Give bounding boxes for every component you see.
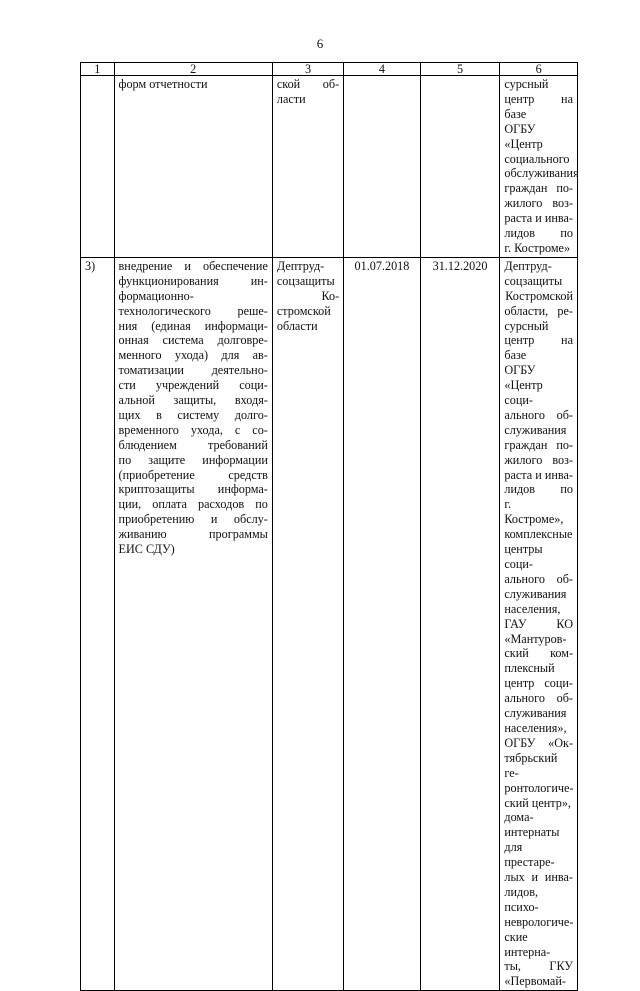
text-line: ронтологиче- [504, 780, 574, 795]
text-line: области [276, 318, 318, 333]
text-line: ции, оплата расходов по [118, 497, 268, 512]
text-line: формационно- [118, 288, 194, 303]
text-line: ния (единая информаци- [118, 318, 268, 333]
row-number-cell: 3) [81, 257, 115, 990]
text-line: блюдением требований [118, 437, 268, 452]
text-line: неврологиче- [504, 914, 574, 929]
text-line: дома- [504, 810, 534, 825]
text-line: форм отчетности [118, 77, 208, 91]
text-line: населения», [504, 720, 567, 735]
text-line: стромской [276, 303, 331, 318]
column-header: 4 [344, 63, 421, 76]
text-line: плексный [504, 661, 555, 676]
page-number: 6 [316, 36, 324, 51]
column-header: 3 [272, 63, 343, 76]
text-line: альной защиты, входя- [118, 393, 268, 408]
text-line: сурсный [504, 77, 549, 91]
text-line: ГАУ КО [504, 616, 573, 631]
text-line: ального об- [504, 407, 573, 422]
text-line: обслуживания [504, 166, 579, 181]
table-header-row [81, 63, 578, 76]
text-line: комплексные [504, 527, 573, 542]
text-line: г. Костроме», [504, 497, 564, 527]
row-number-cell [81, 76, 115, 258]
text-line: ЕИС СДУ) [118, 542, 175, 557]
measure-cell [114, 257, 272, 990]
executor-cell [272, 76, 343, 258]
text-line: «Мантуров- [504, 631, 567, 646]
text-line: центр соци- [504, 676, 573, 691]
text-line: Дептруд- [276, 258, 325, 273]
text-line: ты, ГКУ [504, 959, 573, 974]
text-line: ский центр», [504, 795, 571, 810]
text-line: ские интерна- [504, 929, 551, 959]
text-line: тябрьский ге- [504, 750, 558, 780]
text-line: внедрение и обеспечение [118, 258, 268, 273]
text-line: «Первомай- [504, 974, 566, 989]
text-line: сурсный [504, 318, 549, 333]
table-row [81, 76, 578, 258]
text-line: ОГБУ «Ок- [504, 735, 573, 750]
text-line: щих в систему долго- [118, 407, 268, 422]
text-line: граждан по- [504, 437, 573, 452]
text-line: ального об- [504, 571, 573, 586]
column-header: 1 [81, 63, 115, 76]
text-line: томатизации деятельно- [118, 363, 268, 378]
text-line: соцзащиты [504, 273, 563, 288]
measure-cell [114, 76, 272, 258]
text-line: населения, [504, 601, 561, 616]
column-header: 5 [420, 63, 500, 76]
text-line: (приобретение средств [118, 467, 268, 482]
column-header: 2 [114, 63, 272, 76]
text-line: ального об- [504, 691, 573, 706]
text-line: центры соци- [504, 542, 543, 571]
text-line: для престаре- [504, 840, 555, 870]
text-line: сти учреждений соци- [118, 378, 268, 393]
text-line: лых и инва- [504, 870, 573, 885]
start-date-cell [344, 76, 421, 258]
text-line: онная система долговре- [118, 333, 268, 348]
text-line: Костромской [505, 288, 573, 303]
text-line: раста и инва- [504, 467, 573, 482]
text-line: функционирования ин- [118, 273, 268, 288]
text-line: раста и инва- [504, 211, 573, 226]
participants-cell [500, 257, 578, 990]
text-line: живанию программы [118, 527, 268, 542]
text-line: области, ре- [504, 303, 573, 318]
text-line: ОГБУ [504, 363, 536, 378]
text-line: приобретению и обслу- [118, 512, 268, 527]
text-line: «Центр соци- [504, 378, 543, 408]
text-line: лидов, психо- [504, 884, 539, 914]
text-line: по защите информации [118, 452, 268, 467]
table-row [81, 257, 578, 990]
executor-cell [272, 257, 343, 990]
text-line: лидов по [504, 226, 573, 241]
text-line: центр на базе [504, 333, 573, 363]
text-line: центр на базе [504, 91, 573, 121]
text-line: ской об- [276, 77, 340, 91]
text-line: Ко- [321, 288, 340, 303]
participants-cell [500, 76, 578, 258]
measures-table [80, 62, 578, 991]
text-line: интернаты [504, 825, 560, 840]
text-line: временного ухода, с со- [118, 422, 268, 437]
start-date-cell: 01.07.2018 [344, 257, 421, 990]
text-line: граждан по- [504, 181, 573, 196]
text-line: жилого воз- [504, 196, 573, 211]
end-date-cell: 31.12.2020 [420, 257, 500, 990]
text-line: социального [504, 151, 570, 166]
text-line: менного ухода) для ав- [118, 348, 268, 363]
text-line: служивания [504, 422, 567, 437]
text-line: лидов по [504, 482, 573, 497]
text-line: Дептруд- [504, 258, 552, 273]
text-line: жилого воз- [504, 452, 573, 467]
text-line: служивания [504, 586, 567, 601]
text-line: технологического реше- [118, 303, 268, 318]
text-line: г. Костроме» [504, 240, 571, 255]
text-line: ОГБУ «Центр [504, 121, 543, 151]
text-line: ский ком- [504, 646, 573, 661]
text-line: соцзащиты [276, 273, 335, 288]
text-line: ласти [276, 91, 306, 106]
text-line: криптозащиты информа- [118, 482, 268, 497]
end-date-cell [420, 76, 500, 258]
column-header: 6 [500, 63, 578, 76]
text-line: служивания [504, 706, 567, 721]
